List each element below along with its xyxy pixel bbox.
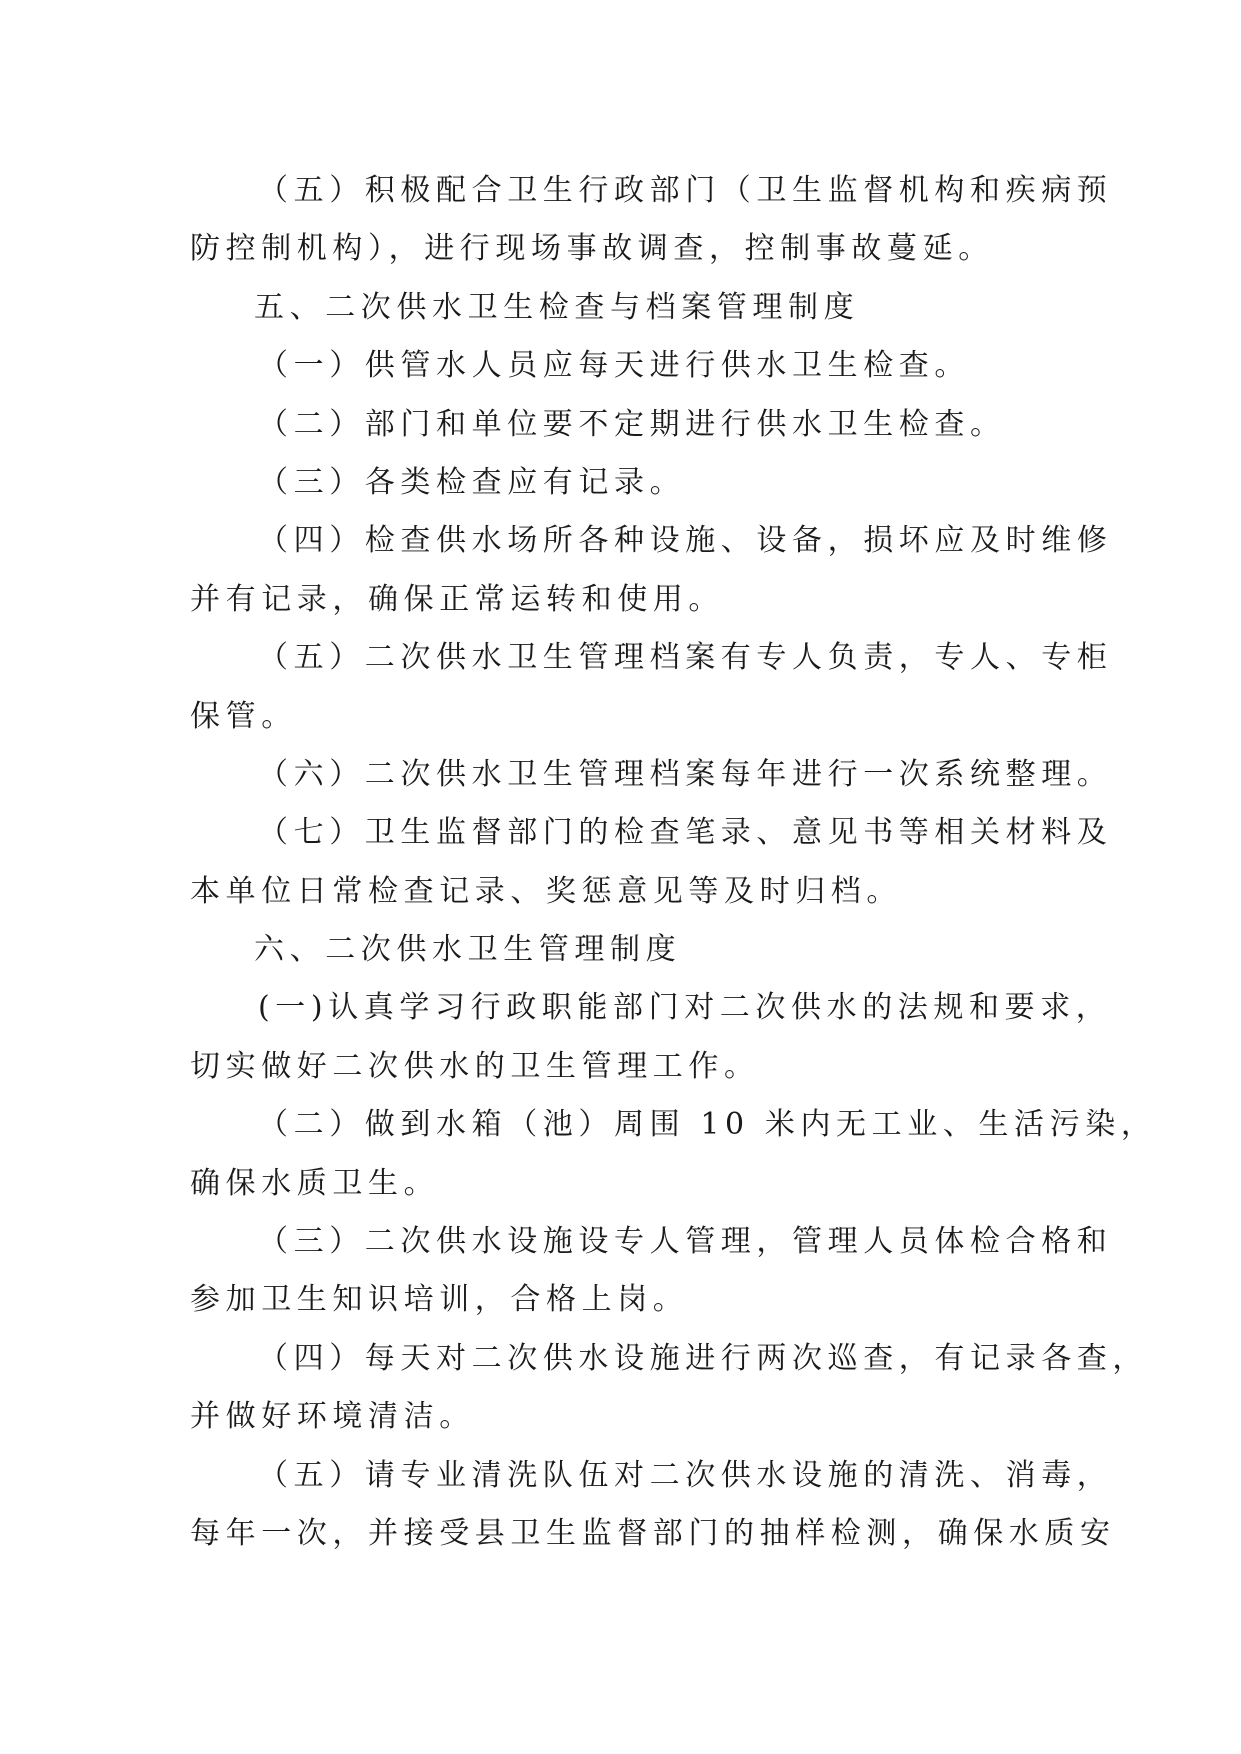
section-heading: 五、二次供水卫生检查与档案管理制度 [254,289,860,325]
paragraph-line: （七）卫生监督部门的检查笔录、意见书等相关材料及 [258,815,1113,851]
paragraph-line: 每年一次，并接受县卫生监督部门的抽样检测，确保水质安 [190,1515,1116,1551]
section-heading: 六、二次供水卫生管理制度 [254,932,682,968]
paragraph-line: 并有记录，确保正常运转和使用。 [190,581,724,617]
paragraph-line: （二）部门和单位要不定期进行供水卫生检查。 [258,406,1006,442]
paragraph-line: （三）二次供水设施设专人管理，管理人员体检合格和 [258,1224,1113,1260]
paragraph-line: （五）请专业清洗队伍对二次供水设施的清洗、消毒， [258,1457,1113,1493]
paragraph-line: （三）各类检查应有记录。 [258,464,686,500]
paragraph-line: 防控制机构），进行现场事故调查，控制事故蔓延。 [190,231,994,267]
paragraph-line: (一)认真学习行政职能部门对二次供水的法规和要求， [258,990,1112,1026]
paragraph-line: （二）做到水箱（池）周围 10 米内无工业、生活污染， [258,1107,1157,1143]
paragraph-line: （五）积极配合卫生行政部门（卫生监督机构和疾病预 [258,173,1113,208]
paragraph-line: （一）供管水人员应每天进行供水卫生检查。 [258,348,970,384]
paragraph-line: 确保水质卫生。 [190,1165,440,1201]
paragraph-line: （四）检查供水场所各种设施、设备，损坏应及时维修 [258,523,1113,559]
paragraph-line: 参加卫生知识培训，合格上岗。 [190,1282,689,1318]
paragraph-line: （四）每天对二次供水设施进行两次巡查，有记录各查， [258,1340,1148,1376]
paragraph-line: 切实做好二次供水的卫生管理工作。 [190,1048,760,1084]
paragraph-line: 并做好环境清洁。 [190,1399,475,1435]
paragraph-line: （五）二次供水卫生管理档案有专人负责，专人、专柜 [258,640,1113,676]
paragraph-line: 本单位日常检查记录、奖惩意见等及时归档。 [190,873,902,909]
paragraph-line: （六）二次供水卫生管理档案每年进行一次系统整理。 [258,756,1113,792]
document-body [190,162,1157,1563]
paragraph-line: 保管。 [190,698,297,734]
